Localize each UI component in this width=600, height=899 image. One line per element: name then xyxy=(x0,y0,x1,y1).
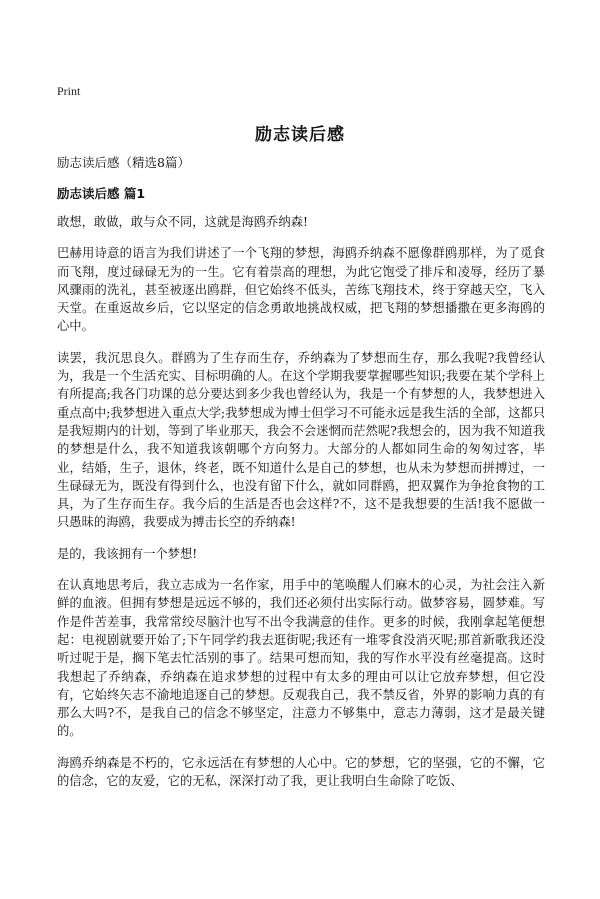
paragraph-1: 敢想，敢做，敢与众不同，这就是海鸥乔纳森! xyxy=(57,215,308,229)
document-title: 励志读后感 xyxy=(255,125,345,145)
article-body xyxy=(57,213,545,803)
paragraph-6: 海鸥乔纳森是不朽的，它永远活在有梦想的人心中。它的梦想，它的坚强，它的不懈，它的信念，它的友爱，它的无私，深深打动了我，更让我明白生命除了吃饭、 xyxy=(57,755,545,789)
print-link[interactable]: Print xyxy=(57,84,81,98)
paragraph-2: 巴赫用诗意的语言为我们讲述了一个飞翔的梦想，海鸥乔纳森不愿像群鸥那样，为了觅食而飞翔，度过碌碌无为的一生。它有着崇高的理想，为此它饱受了排斥和凌辱，经历了暴风骤雨的洗礼，甚至被逐出鸥群，但它始终不低头，苦练飞翔技术，终于穿越天空，飞入天堂。在重返故乡后，它以坚定的信念勇敢地挑战权威，把飞翔的梦想播撒在更多海鸥的心中。 xyxy=(57,246,545,334)
section-heading: 励志读后感 篇1 xyxy=(57,186,146,201)
paragraph-4: 是的，我该拥有一个梦想! xyxy=(57,546,198,561)
document-subtitle: 励志读后感（精选8篇） xyxy=(57,155,190,170)
paragraph-3: 读罢，我沉思良久。群鸥为了生存而生存，乔纳森为了梦想而生存，那么我呢?我曾经认为，我是一个生活充实、目标明确的人。在这个学期我要掌握哪些知识;我要在某个学科上有所提高;我各门功课的总分要达到多少我也曾经认为，我是一个有梦想的人，我梦想进入重点高中;我梦想进入重点大学;我梦想成为博士但学习不可能永远是我生活的全部，这都只是我短期内的计划，等到了毕业那天，我会不会迷惘而茫然呢?我想会的，因为我不知道我的梦想是什么，我不知道我该朝哪个方向努力。大部分的人都如同生命的匆匆过客，毕业，结婚，生子，退休，终老，既不知道什么是自己的梦想，也从未为梦想而拼搏过，一生碌碌无为，既没有得到什么，也没有留下什么，就如同群鸥，把双翼作为争抢食物的工具，为了生存而生存。我今后的生活是否也会这样?不，这不是我想要的生活!我不愿做一只愚昧的海鸥，我要成为搏击长空的乔纳森! xyxy=(57,350,545,530)
paragraph-5: 在认真地思考后，我立志成为一名作家，用手中的笔唤醒人们麻木的心灵，为社会注入新鲜的血液。但拥有梦想是远远不够的，我们还必须付出实际行动。做梦容易，圆梦难。写作是件苦差事，我常常绞尽脑汁也写不出令我满意的佳作。更多的时候，我刚拿起笔便想起：电视剧就要开始了;下午同学约我去逛街呢;我还有一堆零食没消灭呢;那首新歌我还没听过呢于是，搁下笔去忙活别的事了。结果可想而知，我的写作水平没有丝毫提高。这时我想起了乔纳森，乔纳森在追求梦想的过程中有太多的理由可以让它放弃梦想，但它没有，它始终矢志不渝地追逐自己的梦想。反观我自己，我不禁反省，外界的影响力真的有那么大吗?不，是我自己的信念不够坚定，注意力不够集中，意志力薄弱，这才是最关键的。 xyxy=(57,578,545,739)
